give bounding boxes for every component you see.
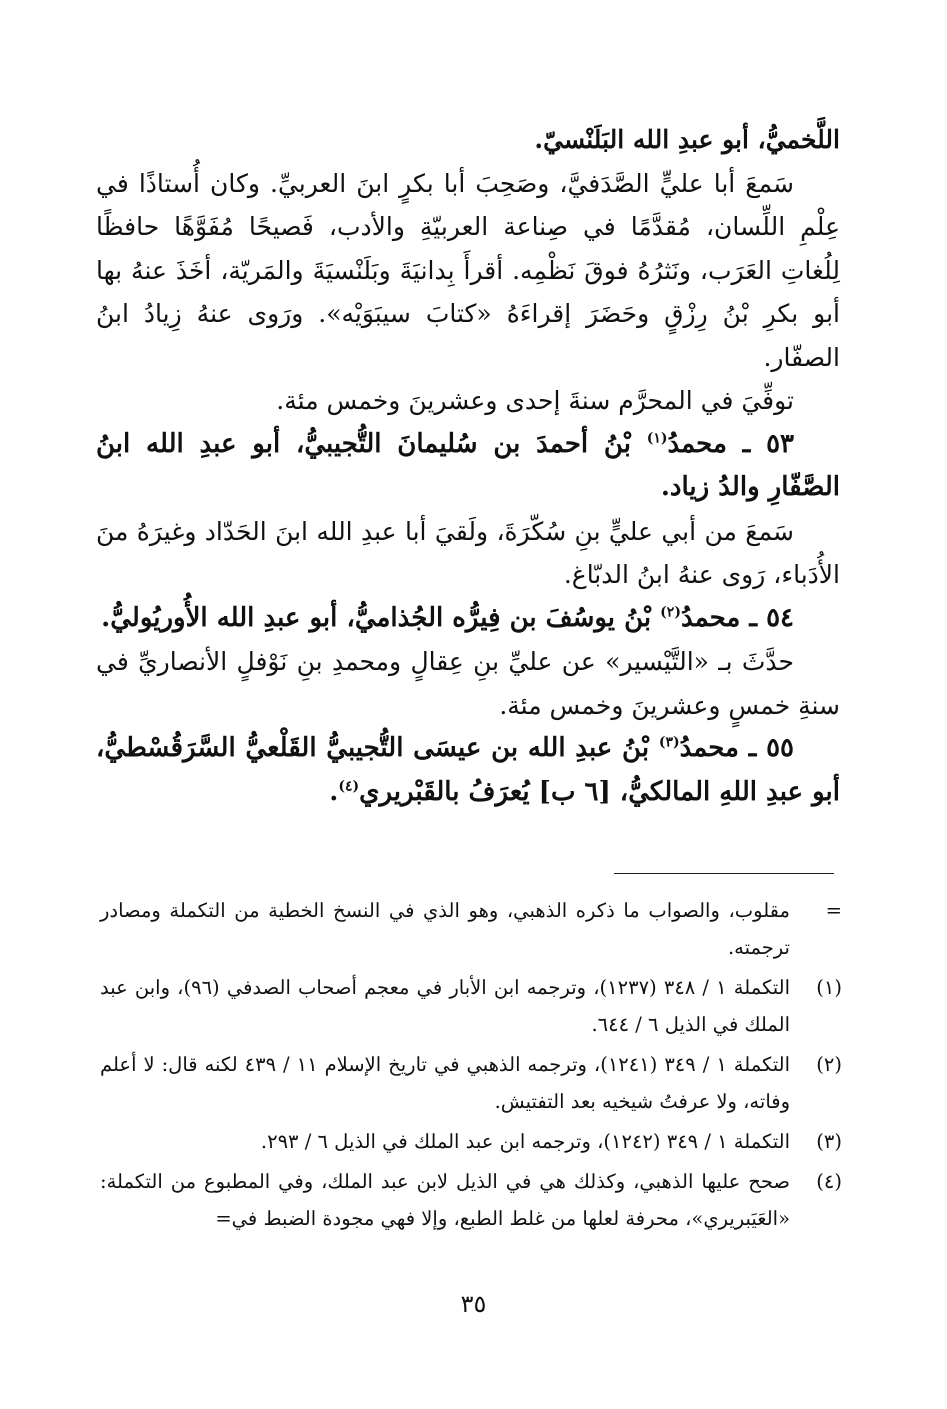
footnote bbox=[100, 892, 842, 966]
footnote-text: مقلوب، والصواب ما ذكره الذهبي، وهو الذي في النسخ الخطية من التكملة ومصادر ترجمته. bbox=[100, 899, 790, 959]
entry-lead: ٥٣ ـ محمدُ bbox=[667, 428, 795, 459]
footnote-ref[interactable]: (١) bbox=[646, 429, 668, 446]
page-number: ٣٥ bbox=[460, 1290, 487, 1318]
footnote-ref[interactable]: (٣) bbox=[658, 734, 680, 751]
footnote-number: (٢) bbox=[816, 1053, 842, 1076]
continued-heading: اللَّخميُّ، أبو عبدِ الله البَلَنْسيّ. bbox=[534, 125, 840, 154]
footnote bbox=[100, 1123, 842, 1160]
footnote-number: = bbox=[825, 899, 842, 922]
footnote-text: التكملة ١ / ٣٤٩ (١٢٤١)، وترجمه الذهبي في تاريخ الإسلام ١١ / ٤٣٩ لكنه قال: لا أعلم وفاته، ولا عرفتُ شيخيه بعد التفتيش. bbox=[100, 1053, 790, 1113]
footnote-number: (٤) bbox=[816, 1170, 842, 1193]
entry-heading-text: بْنُ يوسُفَ بن فِيرُّه الجُذاميُّ، أبو عبدِ الله الأُوريُوليُّ. bbox=[101, 602, 661, 633]
paragraph: حدَّثَ بـ «التَّيْسير» عن عليِّ بنِ عِقالٍ ومحمدِ بنِ نَوْفلٍ الأنصاريِّ في سنةِ خمسٍ وعشرينَ وخمس مئة. bbox=[96, 647, 840, 720]
footnote-text: التكملة ١ / ٣٤٨ (١٢٣٧)، وترجمه ابن الأبار في معجم أصحاب الصدفي (٩٦)، وابن عبد الملك في الذيل ٦ / ٦٤٤. bbox=[100, 976, 790, 1036]
entry-lead: ٥٥ ـ محمدُ bbox=[679, 733, 795, 763]
main-text bbox=[96, 118, 840, 814]
footnote-separator bbox=[614, 873, 834, 874]
footnote-text: التكملة ١ / ٣٤٩ (١٢٤٢)، وترجمه ابن عبد الملك في الذيل ٦ / ٢٩٣. bbox=[260, 1130, 790, 1153]
entry-heading-53 bbox=[96, 423, 840, 510]
footnote-number: (١) bbox=[816, 976, 842, 999]
footnote-text: صحح عليها الذهبي، وكذلك هي في الذيل لابن عبد الملك، وفي المطبوع من التكملة: «العَيَبريري»، محرفة لعلها من غلط الطبع، وإلا فهي مجودة الضبط في= bbox=[100, 1170, 790, 1230]
entry-heading-55 bbox=[96, 727, 840, 814]
entry-heading-text: بْنُ أحمدَ بن سُليمانَ التُّجيبيُّ، أبو عبدِ الله ابنُ الصَّفّارِ والدُ زياد. bbox=[96, 428, 840, 502]
footnote-ref[interactable]: (٤) bbox=[338, 777, 360, 794]
footnote bbox=[100, 969, 842, 1043]
paragraph: سَمعَ من أبي عليٍّ بنِ سُكّرَةَ، ولَقيَ أبا عبدِ الله ابنَ الحَدّاد وغيرَهُ منَ الأُدَباء، رَوى عنهُ ابنُ الدبّاغ. bbox=[96, 516, 840, 589]
entry-lead: ٥٤ ـ محمدُ bbox=[680, 602, 794, 633]
footnotes bbox=[100, 892, 842, 1240]
footnote bbox=[100, 1163, 842, 1237]
entry-heading-end: . bbox=[329, 776, 339, 807]
entry-heading-54 bbox=[96, 597, 840, 641]
paragraph: سَمعَ أبا عليٍّ الصَّدَفيَّ، وصَحِبَ أبا بكرٍ ابنَ العربيِّ. وكان أُستاذًا في عِلْمِ اللِّسان، مُقدَّمًا في صِناعة العربيّةِ والأدب، فَصيحًا مُفَوَّهًا حافظًا لِلُغاتِ العَرَب، ونَثرُهُ فوقَ نَظْمِه. أقرأَ بِدانيَةَ وبَلَنْسيَةَ والمَريّة، أخَذَ عنهُ بها أبو بكرِ بْنُ رِزْقٍ وحَضَرَ إقراءَهُ «كتابَ سيبَوَيْه». ورَوى عنهُ زِيادُ ابنُ الصفّار. bbox=[96, 168, 840, 372]
entry-heading-text: بْنُ عبدِ الله بن عيسَى التُّجيبيُّ القَلْعيُّ السَّرَقُسْطيُّ، أبو عبدِ اللهِ المالكيُّ، [٦ ب] يُعرَفُ بالقَبْريري bbox=[96, 733, 840, 807]
footnote-ref[interactable]: (٢) bbox=[660, 603, 681, 620]
footnote bbox=[100, 1046, 842, 1120]
footnote-number: (٣) bbox=[816, 1130, 842, 1153]
paragraph: توفِّيَ في المحرَّم سنةَ إحدى وعشرينَ وخمس مئة. bbox=[276, 386, 794, 415]
